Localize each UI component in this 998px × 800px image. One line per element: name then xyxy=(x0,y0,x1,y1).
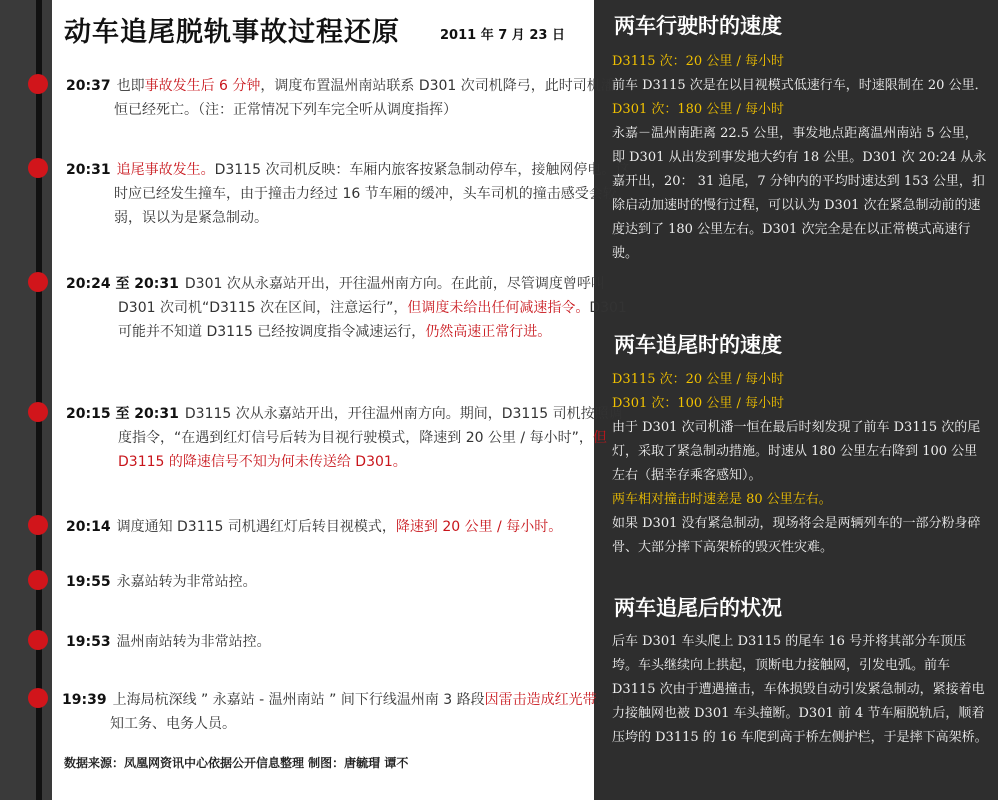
speed-d301: D301 次：180 公里 / 每小时 xyxy=(612,102,784,117)
event-time: 20:15 至 20:31 xyxy=(66,406,179,422)
event-text: 调度通知 D3115 司机遇红灯后转目视模式， xyxy=(116,519,396,535)
section-heading-driving-speed: 两车行驶时的速度 xyxy=(614,14,782,38)
event-highlight: 仍然高速正常行进。 xyxy=(425,324,552,340)
event-highlight: 降速到 20 公里 / 每小时。 xyxy=(395,519,563,535)
paragraph: 由于 D301 次司机潘一恒在最后时刻发现了前车 D3115 次的尾灯，采取了紧急制动措施。时速从 180 公里左右降到 100 公里左右（据幸存乘客感知）。 xyxy=(612,420,981,483)
paragraph: 前车 D3115 次是在以目视模式低速行车，时速限制在 20 公里． xyxy=(612,78,988,93)
paragraph: 后车 D301 车头爬上 D3115 的尾车 16 号并将其部分车顶压垮。车头继续向上拱起，顶断电力接触网，引发电弧。前车 D3115 次由于遭遇撞击，车体损毁自动引发紧急制动，紧接着电力接触网也被 D301 车头撞断。D301 前 4 节车厢脱轨后，顺着压垮的 D3115 的 16 车爬到高于桥左侧护栏，于是摔下高架桥。 xyxy=(612,634,988,745)
left-frame xyxy=(0,0,52,800)
timeline-dot-1955 xyxy=(28,570,48,590)
event-highlight: 但调度未给出任何减速指令。 xyxy=(407,300,590,316)
section-driving-speed xyxy=(612,50,990,266)
paragraph: 永嘉－温州南距离 22.5 公里，事发地点距离温州南站 5 公里， 即 D301 从出发到事发地大约有 18 公里。D301 次 20:24 从永嘉开出，20： 31 追尾，7 分钟内的平均时速达到 153 公里，扣除启动加速时的慢行过程，可以认为 D301 次在紧急制动前的速度达到了 180 公里左右。D301 次完全是在以正常模式高速行驶。 xyxy=(612,126,987,261)
event-text: D301 次从永嘉站开出，开往温州南方向。在此前，尽管调度曾呼叫 D301 次司机“D3115 次在区间，注意运行”， xyxy=(118,276,605,316)
event-time: 19:39 xyxy=(62,692,107,708)
event-highlight: 事故发生后 6 分钟 xyxy=(144,78,261,94)
page-date: 2011 年 7 月 23 日 xyxy=(440,28,565,43)
event-highlight: 追尾事故发生。 xyxy=(116,162,215,178)
event-time: 19:55 xyxy=(66,574,111,590)
section-collision-speed xyxy=(612,368,990,560)
event-time: 20:24 至 20:31 xyxy=(66,276,179,292)
event-time: 19:53 xyxy=(66,634,111,650)
event-text: ，通知工务、电务人员。 xyxy=(110,692,625,732)
speed-d3115: D3115 次：20 公里 / 每小时 xyxy=(612,54,784,69)
event-time: 20:31 xyxy=(66,162,111,178)
event-text: D3115 次司机反映：车厢内旅客按紧急制动停车，接触网停电。这时应已经发生撞车，由于撞击力经过 16 节车厢的缓冲，头车司机的撞击感受会较弱，误以为是紧急制动。 xyxy=(114,162,630,226)
event-1939 xyxy=(62,688,632,736)
page-title: 动车追尾脱轨事故过程还原 xyxy=(64,17,400,48)
timeline-dot-1939 xyxy=(28,688,48,708)
event-text: 也即 xyxy=(116,78,145,94)
event-text: 上海局杭深线 ” 永嘉站 - 温州南站 ” 间下行线温州南 3 路段 xyxy=(112,692,485,708)
speed-d3115: D3115 次：20 公里 / 每小时 xyxy=(612,372,784,387)
event-text: 温州南站转为非常站控。 xyxy=(116,634,271,650)
event-highlight: 因雷击造成红光带 xyxy=(484,692,597,708)
event-text: ，调度布置温州南站联系 D301 次司机降弓，此时司机潘一恒已经死亡。（注：正常情况下列车完全听从调度指挥） xyxy=(114,78,629,118)
section-heading-aftermath: 两车追尾后的状况 xyxy=(614,596,782,620)
paragraph: 如果 D301 没有紧急制动，现场将会是两辆列车的一部分粉身碎骨、大部分摔下高架桥的毁灭性灾难。 xyxy=(612,516,981,555)
event-1955 xyxy=(66,570,588,594)
event-text: D3115 次从永嘉站开出，开往温州南方向。期间，D3115 司机按照调度指令，“在遇到红灯信号后转为目视行驶模式，降速到 20 公里 / 每小时”， xyxy=(118,406,623,446)
event-1953 xyxy=(66,630,588,654)
event-time: 20:14 xyxy=(66,519,111,535)
timeline-dot-2024 xyxy=(28,272,48,292)
event-text: D301 可能并不知道 D3115 已经按调度指令减速运行， xyxy=(118,300,627,340)
speed-d301: D301 次：100 公里 / 每小时 xyxy=(612,396,784,411)
timeline-dot-2015 xyxy=(28,402,48,422)
timeline-line xyxy=(36,0,42,800)
timeline-dot-2031 xyxy=(28,158,48,178)
section-aftermath xyxy=(612,630,990,750)
event-2031 xyxy=(66,158,636,230)
timeline-dot-2037 xyxy=(28,74,48,94)
event-2014 xyxy=(66,515,588,539)
event-2037 xyxy=(66,74,636,122)
event-2024-2031 xyxy=(66,272,636,344)
timeline-dot-1953 xyxy=(28,630,48,650)
event-text: 永嘉站转为非常站控。 xyxy=(116,574,257,590)
event-time: 20:37 xyxy=(66,78,111,94)
section-heading-collision-speed: 两车追尾时的速度 xyxy=(614,333,782,357)
data-source-credit: 数据来源：凤凰网资讯中心依据公开信息整理 制图：唐毓瑁 谭不 xyxy=(64,756,409,770)
event-highlight: 但 D3115 的降速信号不知为何未传送给 D301。 xyxy=(118,430,607,470)
speed-difference: 两车相对撞击时速差是 80 公里左右。 xyxy=(612,492,832,507)
event-2015-2031 xyxy=(66,402,636,474)
timeline-dot-2014 xyxy=(28,515,48,535)
